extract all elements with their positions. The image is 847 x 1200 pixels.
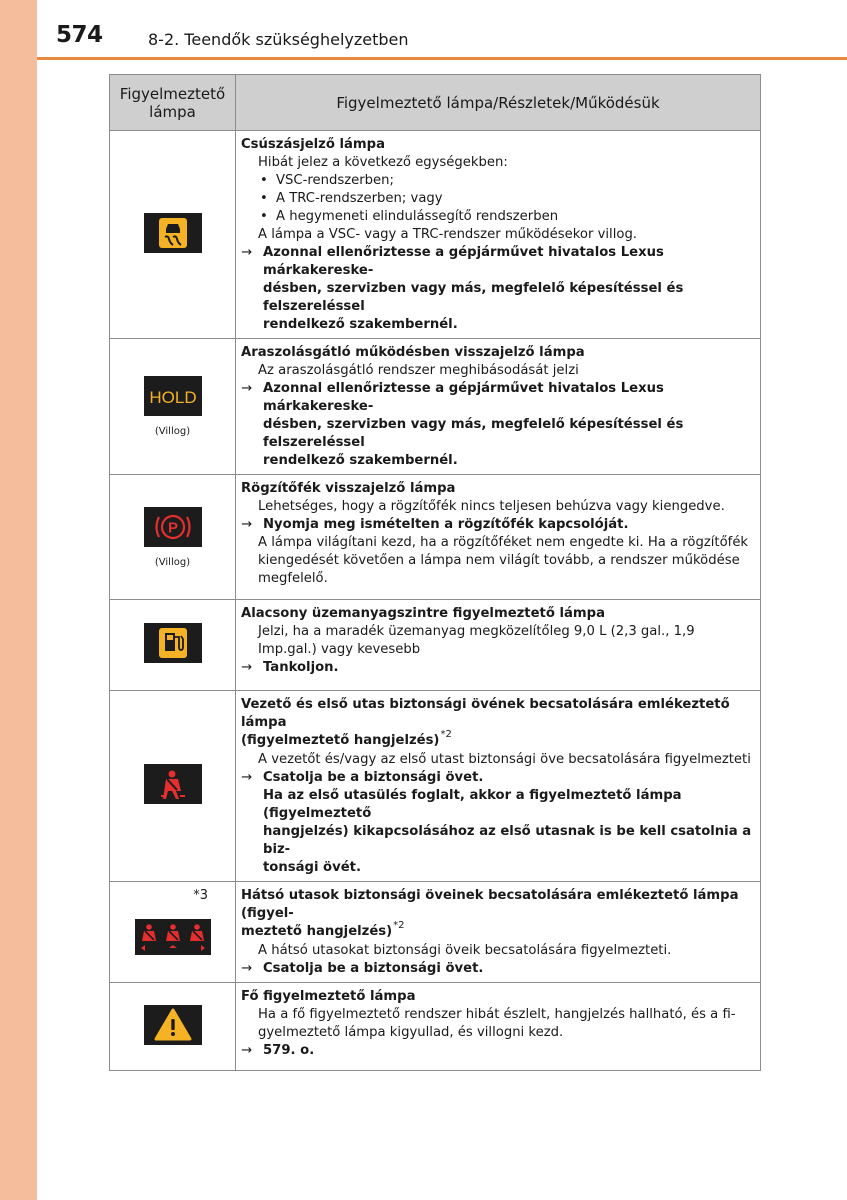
detail-column-header: Figyelmeztető lámpa/Részletek/Működésük: [236, 75, 761, 131]
lamp-title: Alacsony üzemanyagszintre figyelmeztető lámpa: [241, 606, 606, 621]
seatbelt-icon: [144, 764, 202, 804]
table-row: [110, 131, 761, 339]
lamp-header-line2: lámpa: [149, 102, 196, 121]
action-line: [241, 960, 754, 978]
action-line: [241, 659, 754, 677]
table-row: [110, 475, 761, 600]
lamp-cell: [110, 131, 236, 339]
description-cell: [236, 600, 761, 691]
action-text: hangjelzés) kikapcsolásához az első utasnak is be kell csatolnia a biz-: [263, 824, 752, 857]
page-reference-link[interactable]: 579. o.: [263, 1043, 315, 1058]
description-cell: [236, 882, 761, 983]
action-text: Tankoljon.: [263, 660, 339, 675]
arrow-glyph: →: [241, 517, 253, 532]
lamp-title-text: (figyelmeztető hangjelzés): [241, 733, 440, 748]
action-text: tonsági övét.: [263, 860, 361, 875]
list-item: [241, 172, 754, 190]
lamp-title: Hátsó utasok biztonsági öveinek becsatolására emlékeztető lámpa (figyel-: [241, 888, 739, 921]
table-row: [110, 983, 761, 1071]
table-row: [110, 882, 761, 983]
page-side-tab: [0, 0, 37, 1200]
list-item-text: A hegymeneti elindulássegítő rendszerben: [276, 209, 559, 224]
lamp-cell: [110, 475, 236, 600]
description-text: A lámpa a VSC- vagy a TRC-rendszer működésekor villog.: [258, 227, 638, 242]
bullet-glyph: •: [260, 209, 268, 224]
table-row: [110, 691, 761, 882]
action-text: rendelkező szakembernél.: [263, 453, 458, 468]
description-cell: [236, 339, 761, 475]
description-text: gyelmeztető lámpa kigyullad, és villogni kezd.: [258, 1025, 564, 1040]
description-text: kiengedését követően a lámpa nem világít tovább, a rendszer működése: [258, 553, 740, 568]
description-text: Jelzi, ha a maradék üzemanyag megközelítőleg 9,0 L (2,3 gal., 1,9: [258, 624, 695, 639]
action-text: Csatolja be a biztonsági övet.: [263, 961, 484, 976]
action-line: [241, 769, 754, 787]
list-item-text: A TRC-rendszerben; vagy: [276, 191, 443, 206]
lamp-title-text: meztető hangjelzés): [241, 924, 393, 939]
bullet-glyph: •: [260, 173, 268, 188]
footnote-mark: *3: [193, 888, 208, 903]
description-text: Imp.gal.) vagy kevesebb: [258, 642, 421, 657]
description-cell: [236, 691, 761, 882]
description-text: Az araszolásgátló rendszer meghibásodását jelzi: [258, 363, 579, 378]
blink-note: (Villog): [154, 426, 191, 437]
action-line[interactable]: [241, 1042, 754, 1060]
action-text: Azonnal ellenőriztesse a gépjárművet hivatalos Lexus márkakereske-: [263, 245, 664, 278]
description-text: A lámpa világítani kezd, ha a rögzítőféket nem engedte ki. Ha a rögzítőfék: [258, 535, 749, 550]
footnote-mark: *2: [440, 729, 452, 740]
table-row: [110, 339, 761, 475]
hold-indicator-icon: [144, 376, 202, 416]
description-text: Ha a fő figyelmeztető rendszer hibát észlelt, hangjelzés hallható, és a fi-: [258, 1007, 736, 1022]
blink-note: (Villog): [154, 556, 191, 568]
lamp-title: Vezető és első utas biztonsági övének becsatolására emlékeztető lámpa: [241, 697, 730, 730]
action-text: Azonnal ellenőriztesse a gépjárművet hivatalos Lexus márkakereske-: [263, 381, 664, 414]
list-item-text: VSC-rendszerben;: [276, 173, 394, 188]
parking-brake-icon: [144, 507, 202, 547]
list-item: [241, 190, 754, 208]
action-line: [241, 244, 754, 280]
warning-lamp-table: [109, 74, 761, 1071]
arrow-glyph: →: [241, 660, 253, 675]
description-cell: [236, 131, 761, 339]
description-text: A hátsó utasokat biztonsági öveik becsatolására figyelmezteti.: [258, 943, 672, 958]
lamp-title: Araszolásgátló működésben visszajelző lámpa: [241, 345, 585, 360]
parking-icon-letter: P: [167, 519, 178, 536]
description-cell: [236, 983, 761, 1071]
lamp-cell: [110, 983, 236, 1071]
section-title: 8-2. Teendők szükséghelyzetben: [148, 30, 409, 49]
page-number: 574: [56, 22, 103, 48]
header-rule: [37, 57, 847, 60]
description-text: A vezetőt és/vagy az első utast biztonsági öve becsatolására figyelmezteti: [258, 752, 751, 767]
action-text: désben, szervizben vagy más, megfelelő képesítéssel és felszereléssel: [263, 417, 684, 450]
lamp-title: [241, 920, 754, 942]
lamp-cell: [110, 339, 236, 475]
lamp-title: Rögzítőfék visszajelző lámpa: [241, 481, 456, 496]
action-line: [241, 516, 754, 534]
lamp-cell: [110, 691, 236, 882]
arrow-glyph: →: [241, 381, 253, 396]
fuel-pump-icon: [144, 623, 202, 663]
arrow-glyph: →: [241, 1043, 253, 1058]
action-text: désben, szervizben vagy más, megfelelő képesítéssel és felszereléssel: [263, 281, 684, 314]
action-text: Csatolja be a biztonsági övet.: [263, 770, 484, 785]
arrow-glyph: →: [241, 245, 253, 260]
lamp-cell: [110, 882, 236, 983]
description-cell: [236, 475, 761, 600]
lamp-title: [241, 729, 754, 751]
lamp-column-header: [110, 75, 236, 131]
lamp-header-line1: Figyelmeztető: [119, 84, 226, 103]
lamp-title: Fő figyelmeztető lámpa: [241, 989, 416, 1004]
lamp-cell: [110, 600, 236, 691]
rear-seatbelt-icon: [135, 919, 211, 955]
action-line: [241, 380, 754, 416]
footnote-mark: *2: [393, 920, 405, 931]
lamp-title: Csúszásjelző lámpa: [241, 137, 386, 152]
slip-indicator-icon: [144, 213, 202, 253]
description-text: Hibát jelez a következő egységekben:: [258, 155, 508, 170]
action-text: rendelkező szakembernél.: [263, 317, 458, 332]
list-item: [241, 208, 754, 226]
table-header-row: [110, 75, 761, 131]
arrow-glyph: →: [241, 770, 253, 785]
description-text: megfelelő.: [258, 571, 328, 586]
hold-icon-text: HOLD: [148, 388, 197, 407]
action-text: Nyomja meg ismételten a rögzítőfék kapcsolóját.: [263, 517, 629, 532]
master-warning-icon: [144, 1005, 202, 1045]
action-text: Ha az első utasülés foglalt, akkor a figyelmeztető lámpa (figyelmeztető: [263, 788, 682, 821]
description-text: Lehetséges, hogy a rögzítőfék nincs teljesen behúzva vagy kiengedve.: [258, 499, 725, 514]
arrow-glyph: →: [241, 961, 253, 976]
bullet-glyph: •: [260, 191, 268, 206]
table-row: [110, 600, 761, 691]
